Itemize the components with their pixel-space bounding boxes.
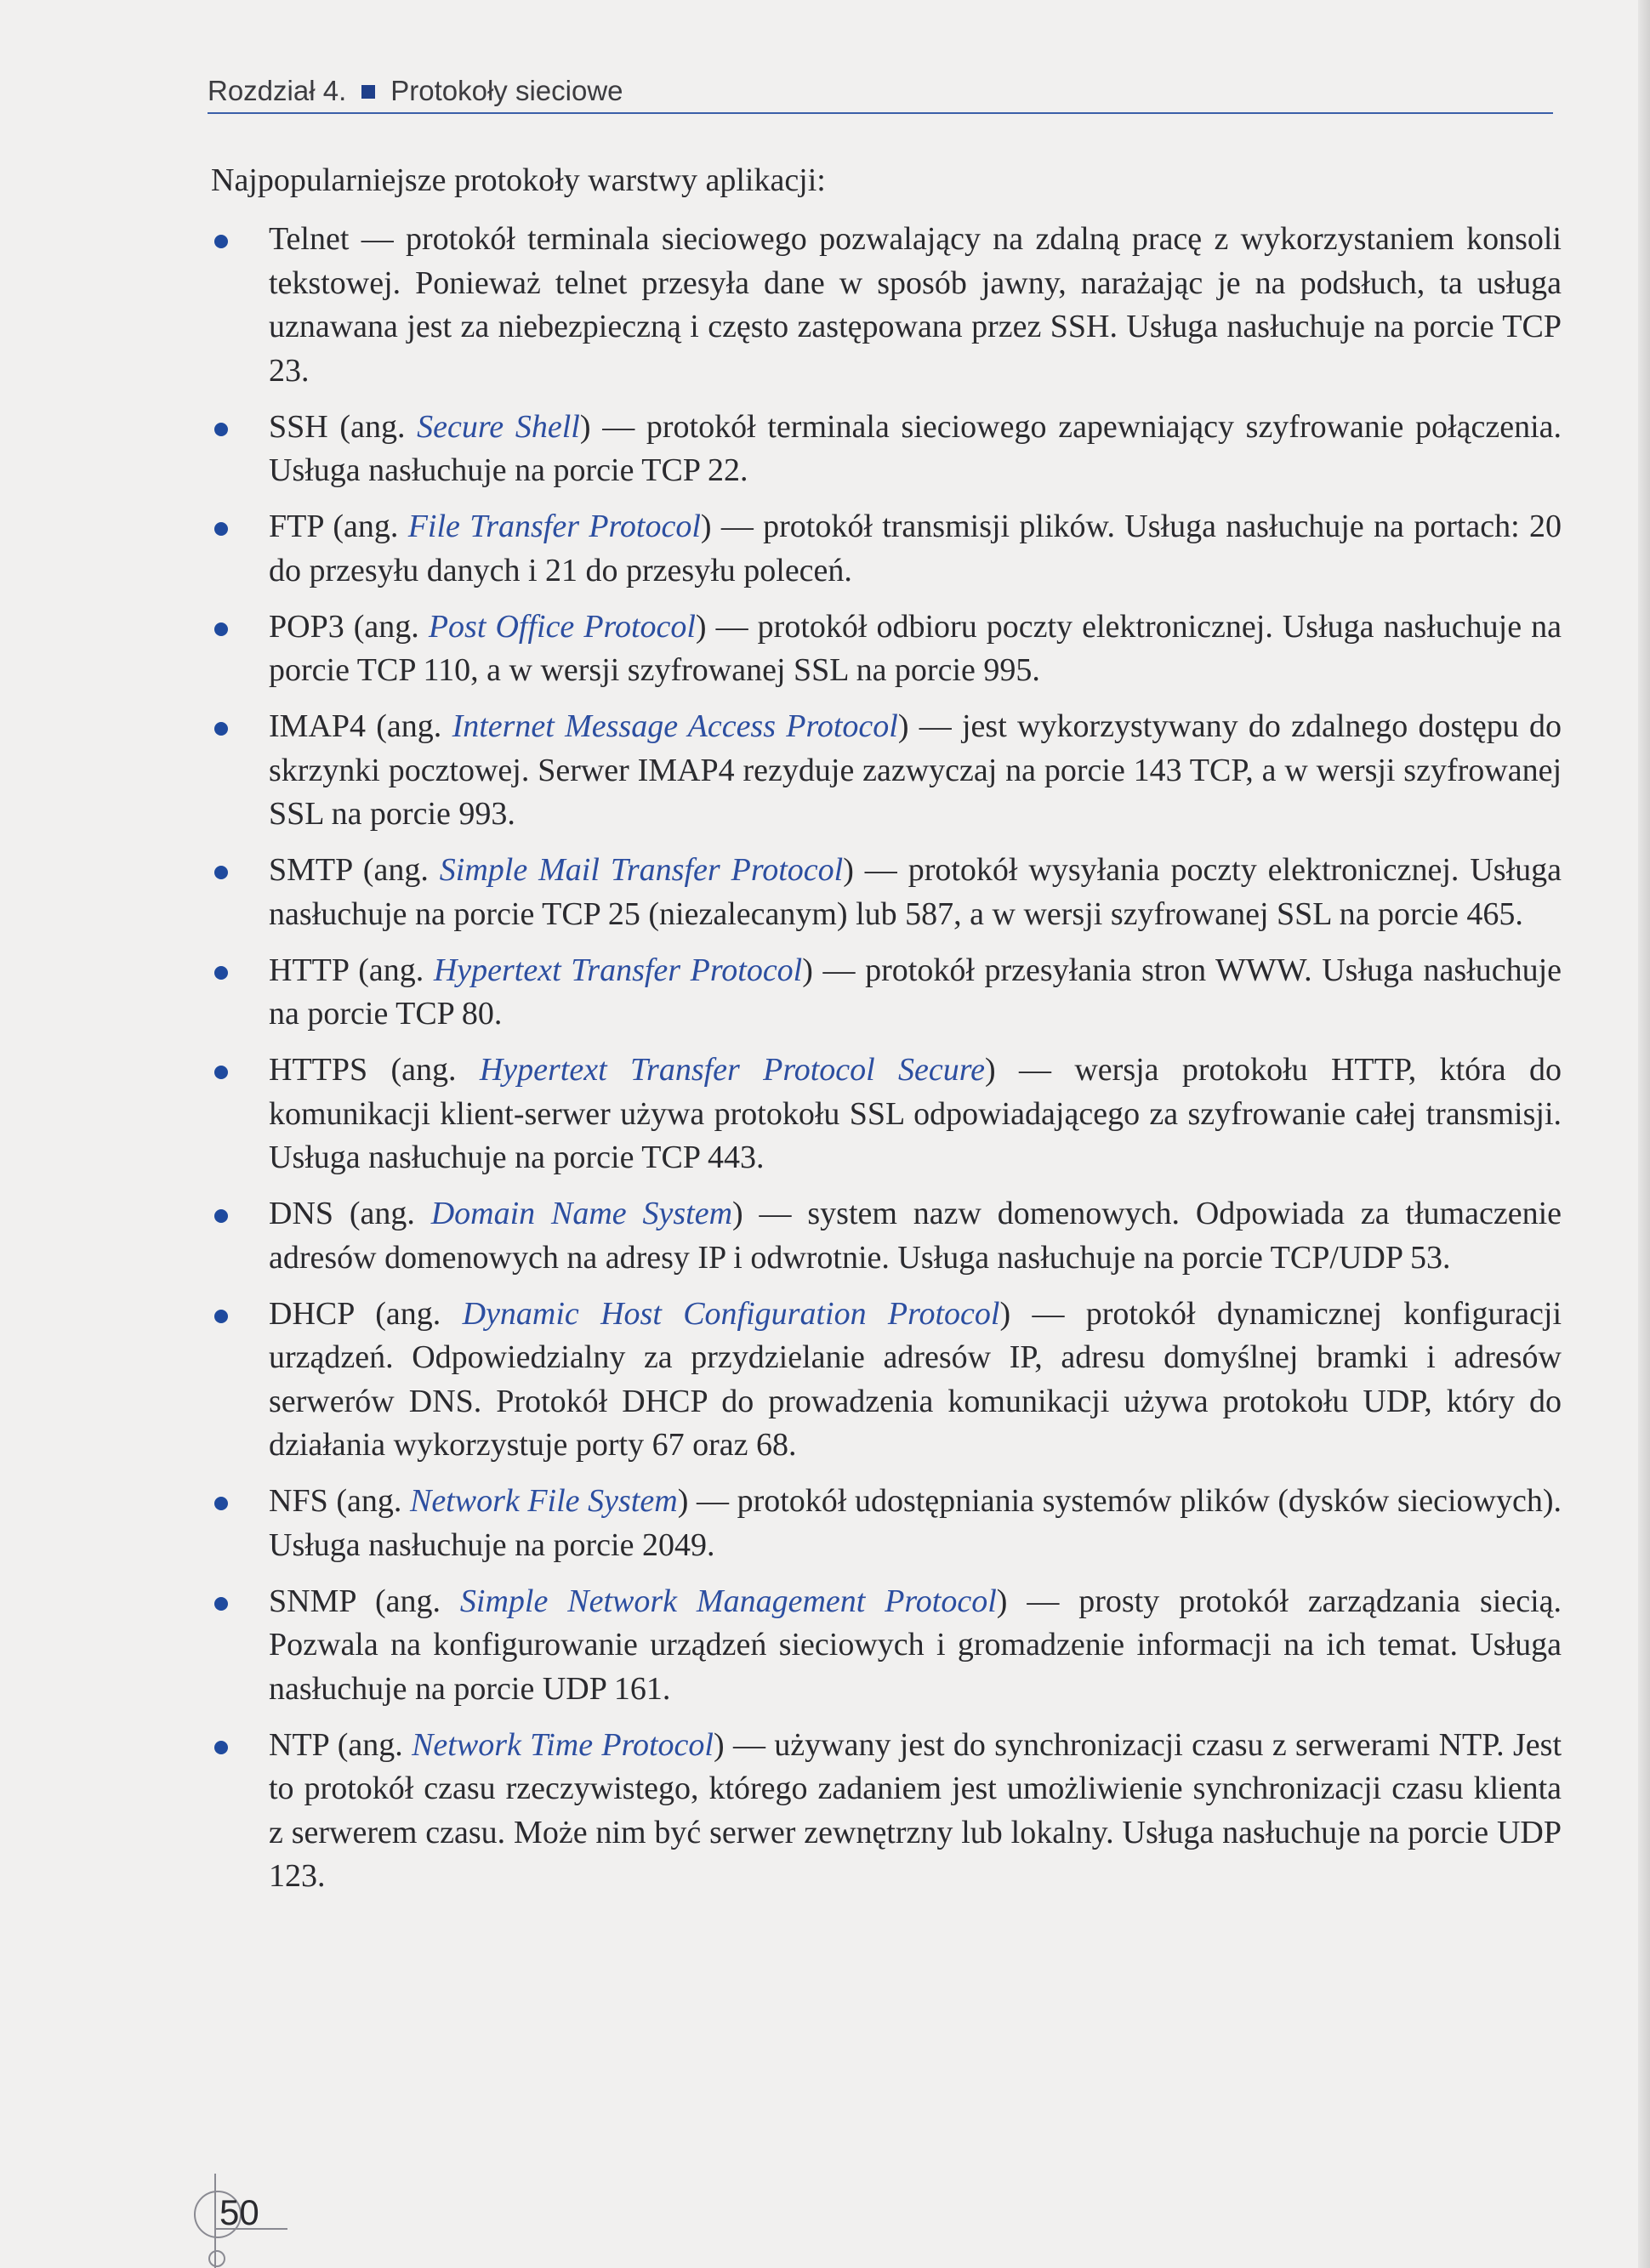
- protocol-full-name: Post Office Protocol: [428, 608, 696, 645]
- protocol-full-name: Dynamic Host Configuration Protocol: [462, 1295, 1000, 1332]
- protocol-description: — protokół dynamicznej konfiguracji urządzeń. Odpowiedzialny za przydzielanie adresów IP, adresu domyślnej bramki i adresów serwerów DNS. Protokół DHCP do prowadzenia komunikacji używa protokołu UDP, który do działania wykorzystuje porty 67 oraz 68.: [269, 1295, 1562, 1463]
- bullet-icon: [214, 1310, 228, 1323]
- protocol-description: — wersja protokołu HTTP, która do komunikacji klient-serwer używa protokołu SSL odpowiadającego za szyfrowanie całej transmisji. Usługa nasłuchuje na porcie TCP 443.: [269, 1052, 1562, 1175]
- bullet-icon: [214, 1066, 228, 1079]
- ang-prefix: (ang.: [348, 952, 434, 988]
- ang-prefix: (ang.: [327, 408, 418, 445]
- ang-prefix: (ang.: [356, 1583, 460, 1619]
- close-paren: ): [802, 952, 813, 988]
- protocol-description: — protokół transmisji plików. Usługa nasłuchuje na portach: 20 do przesyłu danych i 21 do przesyłu poleceń.: [269, 509, 1562, 588]
- list-item-imap4: [211, 705, 1562, 837]
- protocol-description: — prosty protokół zarządzania siecią. Pozwala na konfigurowanie urządzeń sieciowych i gromadzenie informacji na ich temat. Usługa nasłuchuje na porcie UDP 161.: [269, 1583, 1562, 1707]
- protocol-description: — jest wykorzystywany do zdalnego dostępu do skrzynki pocztowej. Serwer IMAP4 rezyduje zazwyczaj na porcie 143 TCP, a w wersji szyfrowanej SSL na porcie 993.: [269, 708, 1562, 832]
- list-item-dhcp: [211, 1293, 1562, 1468]
- list-item-ftp: [211, 505, 1562, 593]
- close-paren: ): [996, 1583, 1008, 1619]
- ang-prefix: (ang.: [351, 852, 440, 888]
- ang-prefix: (ang.: [333, 1196, 431, 1231]
- chapter-label: Rozdział 4.: [208, 75, 347, 106]
- list-item-https: [211, 1049, 1562, 1180]
- protocol-description: — protokół przesyłania stron WWW. Usługa nasłuchuje na porcie TCP 80.: [269, 952, 1562, 1032]
- list-item-nfs: [211, 1480, 1562, 1567]
- close-paren: ): [700, 509, 712, 544]
- ornament-small-circle: [208, 2250, 225, 2267]
- protocol-description: — protokół odbioru poczty elektronicznej. Usługa nasłuchuje na porcie TCP 110, a w wersji szyfrowanej SSL na porcie 995.: [269, 608, 1562, 688]
- close-paren: ): [999, 1295, 1011, 1332]
- protocol-term: DNS: [269, 1196, 334, 1231]
- ang-prefix: (ang.: [323, 509, 408, 544]
- ang-prefix: (ang.: [328, 1726, 412, 1763]
- protocol-description: — system nazw domenowych. Odpowiada za tłumaczenie adresów domenowych na adresy IP i odwrotnie. Usługa nasłuchuje na porcie TCP/UDP 53.: [269, 1196, 1562, 1276]
- bullet-icon: [214, 722, 228, 736]
- protocol-term: HTTPS: [269, 1052, 368, 1088]
- protocol-term: FTP: [269, 509, 324, 544]
- close-paren: ): [985, 1052, 996, 1088]
- chapter-title: Protokoły sieciowe: [390, 75, 623, 106]
- page-edge-shadow: [1638, 0, 1650, 2268]
- list-item-ssh: [211, 406, 1562, 493]
- protocol-full-name: Network File System: [409, 1483, 678, 1519]
- ang-prefix: (ang.: [353, 1295, 463, 1332]
- ang-prefix: (ang.: [366, 708, 452, 744]
- protocol-term: NTP: [269, 1726, 329, 1763]
- intro-paragraph: Najpopularniejsze protokoły warstwy aplikacji:: [211, 162, 826, 198]
- protocol-full-name: Simple Mail Transfer Protocol: [439, 852, 844, 888]
- protocol-full-name: Network Time Protocol: [412, 1726, 714, 1763]
- protocol-term: IMAP4: [269, 708, 367, 744]
- list-item-http: [211, 949, 1562, 1037]
- close-paren: ): [843, 852, 854, 888]
- protocol-full-name: File Transfer Protocol: [407, 509, 701, 544]
- bullet-icon: [214, 622, 228, 636]
- ang-prefix: (ang.: [327, 1483, 410, 1519]
- bullet-icon: [214, 966, 228, 980]
- bullet-icon: [214, 1209, 228, 1223]
- protocol-description: — używany jest do synchronizacji czasu z serwerami NTP. Jest to protokół czasu rzeczywistego, którego zadaniem jest umożliwienie synchronizacji czasu klienta z serwerem czasu. Może nim być serwer zewnętrzny lub lokalny. Usługa nasłuchuje na porcie UDP 123.: [269, 1726, 1562, 1894]
- protocol-full-name: Domain Name System: [430, 1196, 733, 1231]
- protocol-description: — protokół terminala sieciowego zapewniający szyfrowanie połączenia. Usługa nasłuchuje na porcie TCP 22.: [269, 408, 1562, 488]
- ang-prefix: (ang.: [344, 608, 429, 645]
- close-paren: ): [732, 1196, 743, 1231]
- protocol-full-name: Hypertext Transfer Protocol Secure: [479, 1052, 986, 1088]
- running-header: [208, 75, 1553, 114]
- page-number: 50: [219, 2192, 259, 2232]
- protocol-description: — protokół wysyłania poczty elektronicznej. Usługa nasłuchuje na porcie TCP 25 (niezalecanym) lub 587, a w wersji szyfrowanej SSL na porcie 465.: [269, 852, 1562, 932]
- list-item-ntp: [211, 1724, 1562, 1899]
- bullet-icon: [214, 1741, 228, 1754]
- protocol-term: Telnet: [269, 221, 350, 257]
- bullet-icon: [214, 423, 228, 436]
- protocol-full-name: Hypertext Transfer Protocol: [433, 952, 803, 988]
- close-paren: ): [677, 1483, 689, 1519]
- protocol-term: POP3: [269, 608, 344, 645]
- protocol-full-name: Internet Message Access Protocol: [452, 708, 898, 744]
- bullet-icon: [214, 866, 228, 879]
- list-item-pop3: [211, 605, 1562, 693]
- list-item-smtp: [211, 849, 1562, 936]
- protocol-list: [211, 218, 1562, 1911]
- page-number-ornament: [194, 2174, 287, 2268]
- list-item-snmp: [211, 1580, 1562, 1712]
- protocol-full-name: Simple Network Management Protocol: [459, 1583, 997, 1619]
- list-item-dns: [211, 1192, 1562, 1280]
- protocol-term: SMTP: [269, 852, 352, 888]
- protocol-term: SSH: [269, 408, 328, 445]
- close-paren: ): [897, 708, 909, 744]
- protocol-description: — protokół udostępniania systemów plików (dysków sieciowych). Usługa nasłuchuje na porcie 2049.: [269, 1483, 1562, 1563]
- close-paren: ): [579, 408, 591, 445]
- protocol-full-name: Secure Shell: [417, 408, 580, 445]
- protocol-term: NFS: [269, 1483, 328, 1519]
- protocol-description: — protokół terminala sieciowego pozwalający na zdalną pracę z wykorzystaniem konsoli tekstowej. Ponieważ telnet przesyła dane w sposób jawny, narażając je na podsłuch, ta usługa uznawana jest za niebezpieczną i często zastępowana przez SSH. Usługa nasłuchuje na porcie TCP 23.: [269, 221, 1562, 389]
- square-bullet-icon: [361, 85, 375, 99]
- bullet-icon: [214, 522, 228, 536]
- close-paren: ): [713, 1726, 725, 1763]
- ang-prefix: (ang.: [367, 1052, 480, 1088]
- close-paren: ): [695, 608, 707, 645]
- list-item-telnet: [211, 218, 1562, 393]
- protocol-term: DHCP: [269, 1295, 354, 1332]
- bullet-icon: [214, 235, 228, 248]
- bullet-icon: [214, 1597, 228, 1611]
- protocol-term: SNMP: [269, 1583, 356, 1619]
- bullet-icon: [214, 1497, 228, 1510]
- protocol-term: HTTP: [269, 952, 349, 988]
